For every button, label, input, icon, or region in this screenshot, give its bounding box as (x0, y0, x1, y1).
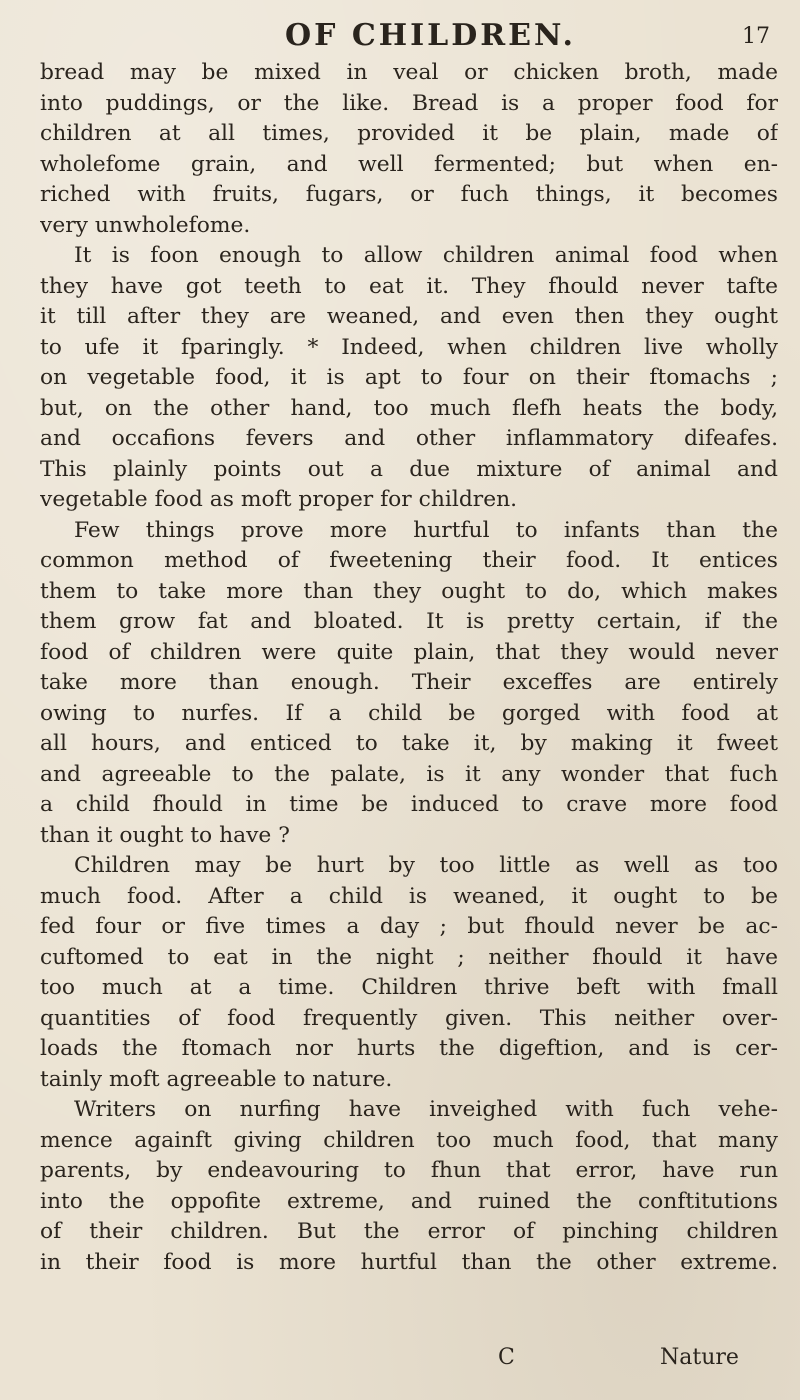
text-line: to ufe it fparingly. * Indeed, when children live wholly (40, 334, 778, 360)
page-number: 17 (742, 24, 770, 49)
text-line: them to take more than they ought to do, which makes (40, 578, 778, 604)
text-line: mence againft giving children too much food, that many (40, 1127, 778, 1153)
text-line: and occafions fevers and other inflammatory difeafes. (40, 426, 778, 451)
paragraph-start-line: Children may be hurt by too little as well as too (74, 853, 778, 878)
text-line: in their food is more hurtful than the other extreme. (40, 1249, 778, 1275)
text-line: common method of fweetening their food. It entices (40, 548, 778, 573)
text-line: them grow fat and bloated. It is pretty certain, if the (40, 609, 778, 634)
body-text (40, 58, 778, 1278)
paragraph-start-line: Writers on nurfing have inveighed with fuch vehe- (74, 1097, 778, 1122)
text-line: fed four or five times a day ; but fhould never be ac- (40, 914, 778, 939)
text-line: children at all times, provided it be plain, made of (40, 121, 778, 146)
running-head: OF CHILDREN. (285, 18, 576, 53)
text-line: parents, by endeavouring to fhun that error, have run (40, 1158, 778, 1183)
text-line: vegetable food as moft proper for children. (40, 487, 518, 512)
text-line: into puddings, or the like. Bread is a proper food for (40, 90, 778, 116)
text-line: owing to nurfes. If a child be gorged with food at (40, 700, 778, 726)
text-line: tainly moft agreeable to nature. (40, 1066, 393, 1092)
text-line: This plainly points out a due mixture of animal and (40, 456, 778, 482)
text-line: on vegetable food, it is apt to four on their ftomachs ; (40, 365, 778, 390)
text-line: very unwholefome. (40, 212, 251, 238)
text-line: food of children were quite plain, that they would never (40, 639, 778, 665)
paragraph-start-line: It is foon enough to allow children animal food when (74, 243, 778, 268)
text-line: cuftomed to eat in the night ; neither fhould it have (40, 944, 778, 970)
text-line: too much at a time. Children thrive beft with fmall (40, 975, 778, 1000)
text-line: and agreeable to the palate, is it any wonder that fuch (40, 761, 778, 787)
text-line: much food. After a child is weaned, it ought to be (40, 883, 778, 909)
text-line: it till after they are weaned, and even then they ought (40, 304, 778, 329)
signature-mark: C (498, 1345, 515, 1370)
text-line: into the oppofite extreme, and ruined the conftitutions (40, 1188, 778, 1214)
text-line: loads the ftomach nor hurts the digeftion, and is cer- (40, 1036, 778, 1061)
text-line: they have got teeth to eat it. They fhould never tafte (40, 273, 778, 299)
text-line: quantities of food frequently given. This neither over- (40, 1005, 778, 1031)
catchword: Nature (660, 1345, 739, 1370)
text-line: riched with fruits, fugars, or fuch things, it becomes (40, 182, 778, 207)
page-footer (0, 1345, 800, 1377)
page-header (0, 18, 800, 58)
text-line: a child fhould in time be induced to crave more food (40, 792, 778, 817)
paragraph-start-line: Few things prove more hurtful to infants than the (74, 517, 778, 543)
text-line: of their children. But the error of pinching children (40, 1219, 778, 1244)
text-line: all hours, and enticed to take it, by making it fweet (40, 731, 778, 756)
text-line: than it ought to have ? (40, 822, 290, 848)
text-line: wholefome grain, and well fermented; but when en- (40, 151, 778, 177)
text-line: bread may be mixed in veal or chicken broth, made (40, 60, 778, 85)
text-line: take more than enough. Their exceffes are entirely (40, 670, 778, 695)
text-line: but, on the other hand, too much flefh heats the body, (40, 395, 778, 421)
